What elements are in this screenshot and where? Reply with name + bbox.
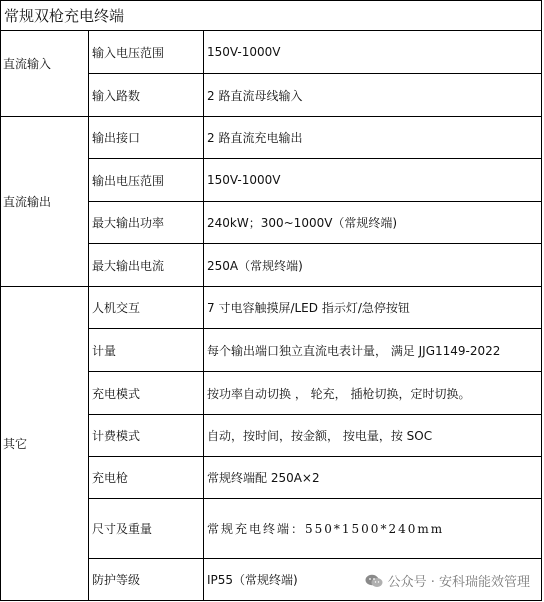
item-label: 最大输出电流 (89, 244, 204, 287)
item-value: 150V-1000V (204, 31, 542, 74)
item-value: 7 寸电容触摸屏/LED 指示灯/急停按钮 (204, 287, 542, 329)
item-label: 充电模式 (89, 372, 204, 415)
item-value: 按功率自动切换 ， 轮充， 插枪切换，定时切换。 (204, 372, 542, 415)
item-value: 常规充电终端：550*1500*240mm (204, 499, 542, 559)
table-row (1, 117, 542, 159)
table-row (1, 287, 542, 329)
item-label: 计费模式 (89, 415, 204, 457)
category-dc-input: 直流输入 (1, 31, 89, 117)
watermark (365, 571, 530, 590)
item-label: 最大输出功率 (89, 202, 204, 244)
item-label: 输入路数 (89, 74, 204, 117)
item-label: 充电枪 (89, 457, 204, 499)
spec-table (0, 30, 542, 601)
item-value: 2 路直流充电输出 (204, 117, 542, 159)
item-value: 2 路直流母线输入 (204, 74, 542, 117)
item-value: 自动，按时间，按金额， 按电量，按 SOC (204, 415, 542, 457)
item-label: 输出接口 (89, 117, 204, 159)
item-value: 240kW；300~1000V（常规终端) (204, 202, 542, 244)
item-label: 防护等级 (89, 559, 204, 601)
item-label: 输出电压范围 (89, 159, 204, 202)
item-value: 每个输出端口独立直流电表计量， 满足 JJG1149-2022 (204, 329, 542, 372)
item-value: 250A（常规终端) (204, 244, 542, 287)
item-value: 150V-1000V (204, 159, 542, 202)
item-label: 输入电压范围 (89, 31, 204, 74)
item-value: 常规终端配 250A×2 (204, 457, 542, 499)
watermark-text: 公众号 · 安科瑞能效管理 (387, 575, 530, 590)
wechat-icon (365, 574, 383, 588)
table-title: 常规双枪充电终端 (0, 0, 542, 31)
item-label: 人机交互 (89, 287, 204, 329)
category-dc-output: 直流输出 (1, 117, 89, 287)
table-row (1, 31, 542, 74)
category-other: 其它 (1, 287, 89, 601)
item-value: IP55（常规终端) (204, 559, 542, 601)
item-label: 计量 (89, 329, 204, 372)
item-label: 尺寸及重量 (89, 499, 204, 559)
